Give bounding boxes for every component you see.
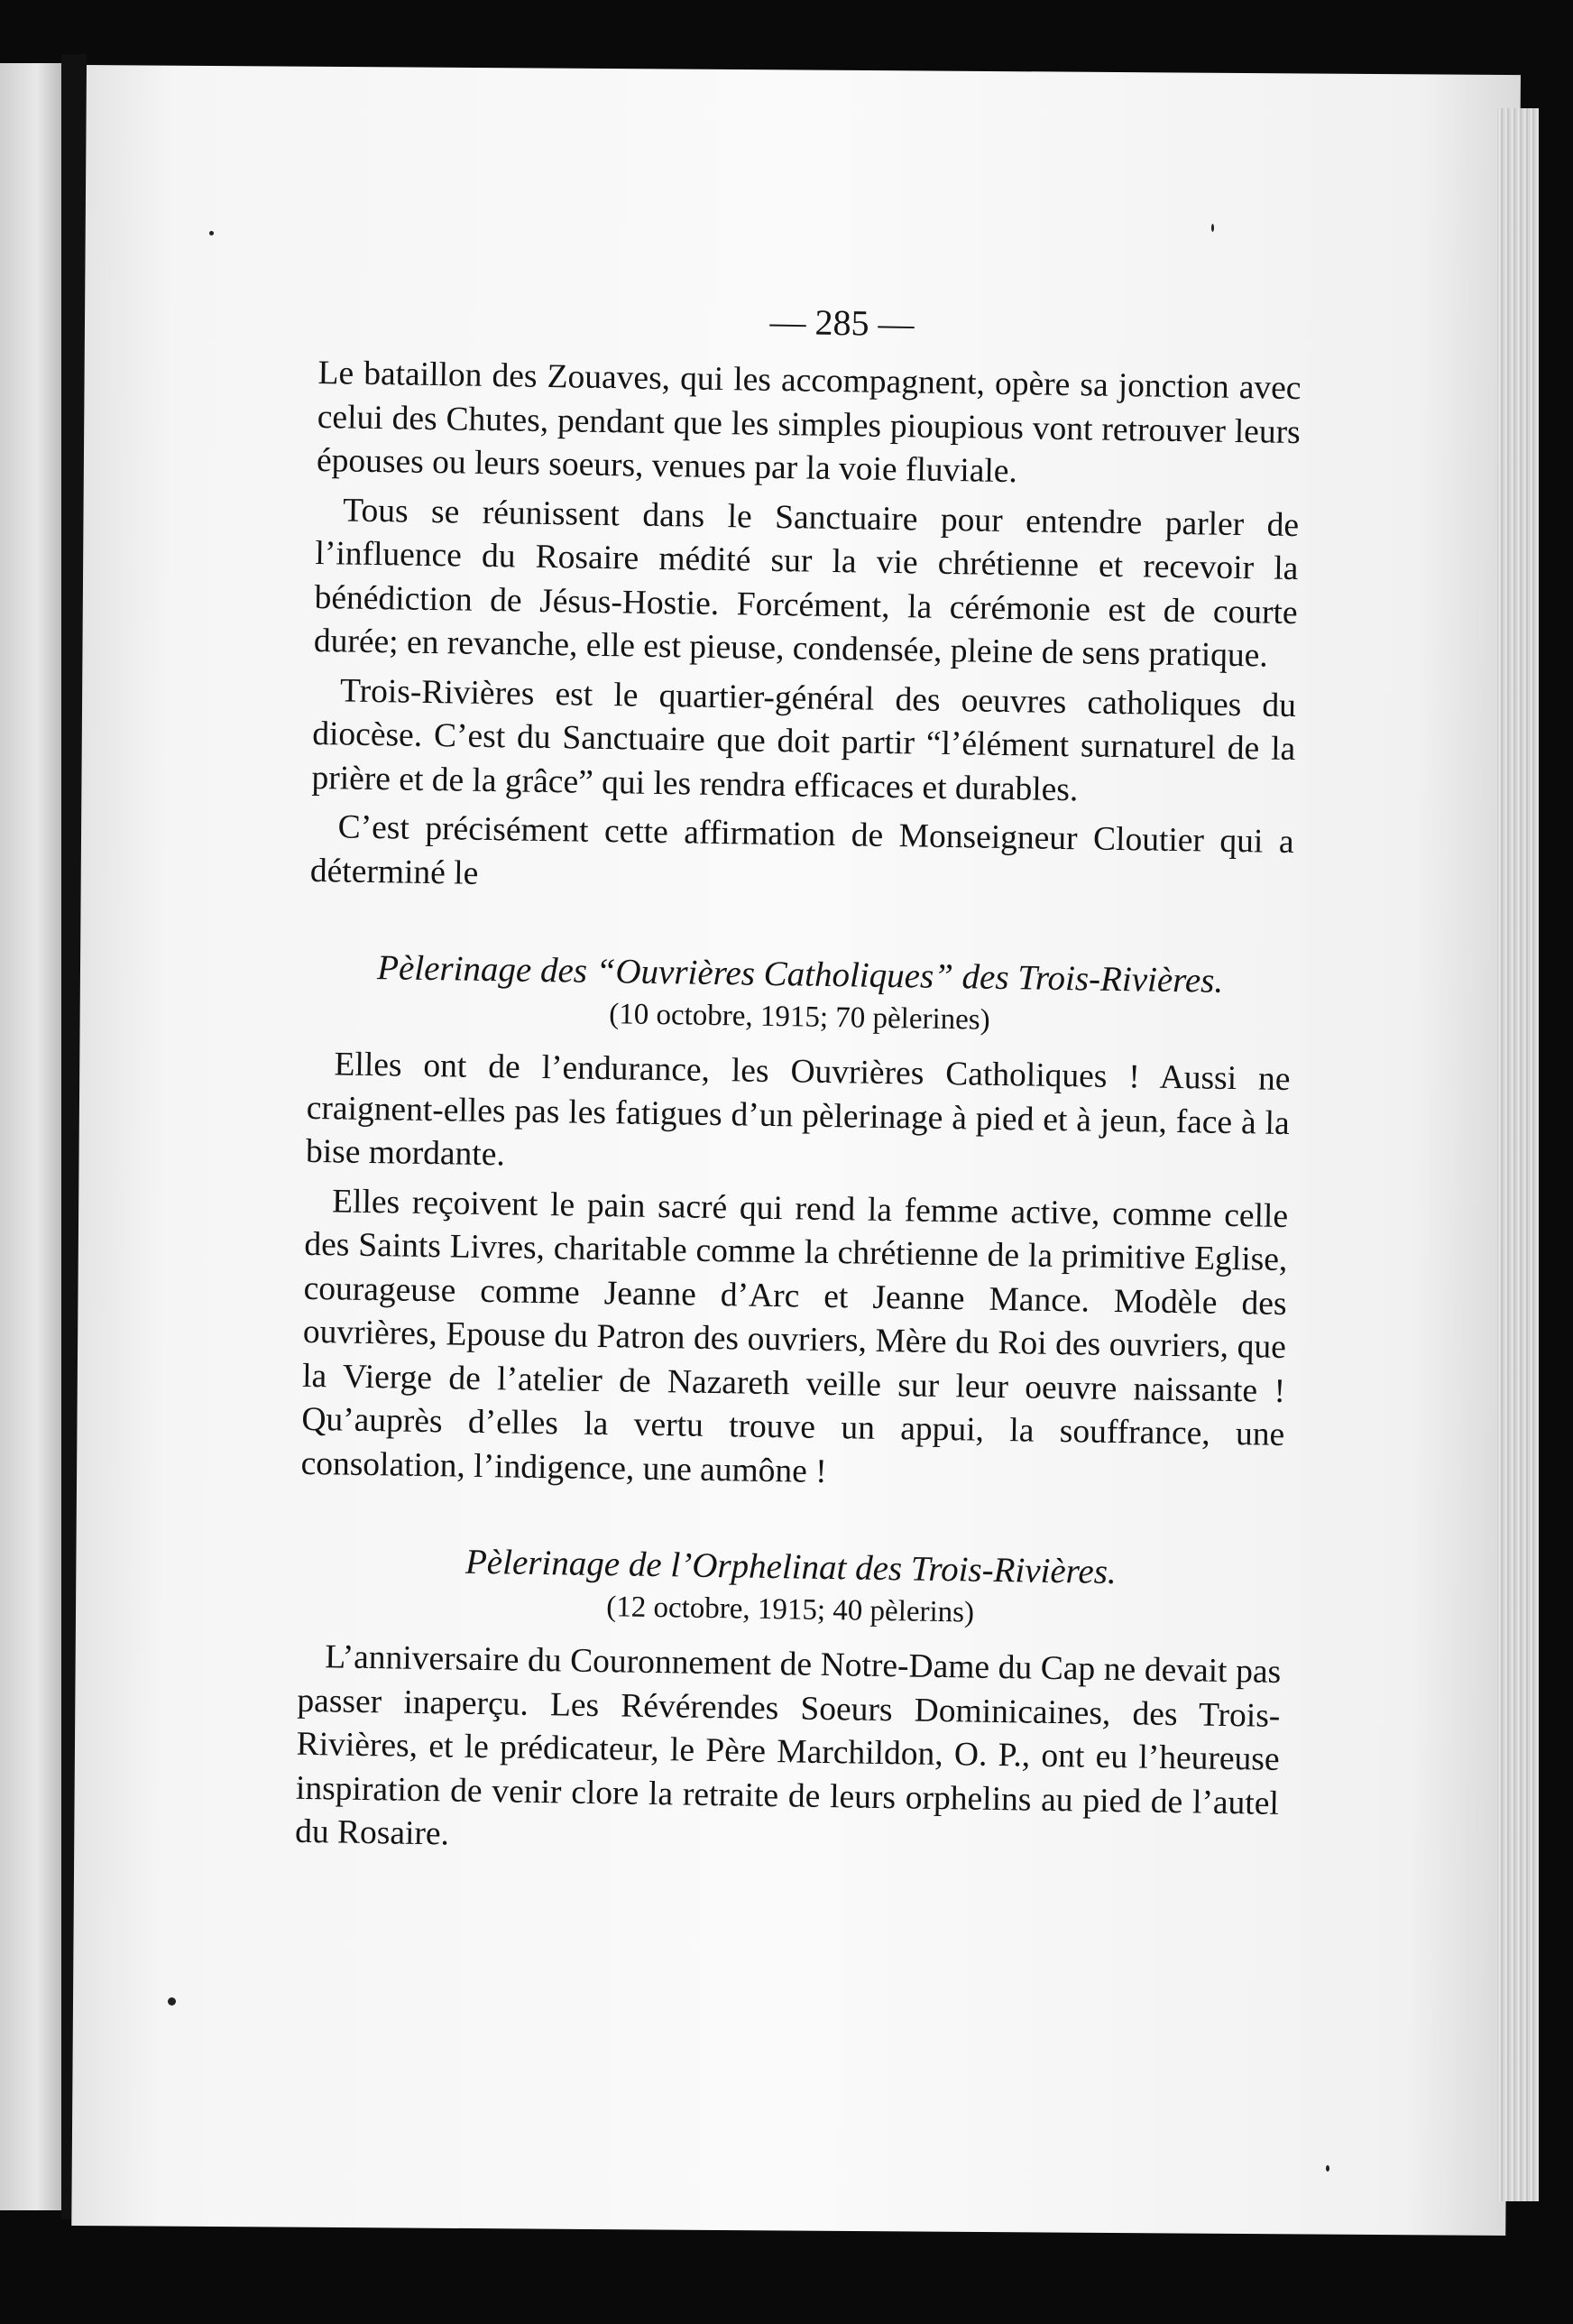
right-page-edges [1497, 108, 1539, 2201]
dust-speck [209, 231, 214, 235]
dust-speck [1211, 224, 1214, 232]
paragraph: C’est précisément cette affirmation de Monseigneur Cloutier qui a déterminé le [309, 808, 1294, 892]
section-title: Pèlerinage des “Ouvrières Catholiques” des Trois-Rivières. [376, 948, 1224, 1001]
paragraph: Trois-Rivières est le quartier-général des oeuvres catholiques du diocèse. C’est du Sanctuaire que doit partir “l’élément surnaturel de la prière et de la grâce” qui les rendra efficaces et durables. [311, 671, 1297, 808]
paragraph: Elles reçoivent le pain sacré qui rend la femme active, comme celle des Saints Livres, charitable comme la chrétienne de la primitive Eglise, courageuse comme Jeanne d’Arc et Jeanne Mance. Modèle des ouvrières, Epouse du Patron des ouvriers, Mère du Roi des ouvriers, que la Vierge de l’atelier de Nazareth veille sur leur oeuvre naissante ! Qu’auprès d’elles la vertu trouve un appui, la souffrance, une consolation, l’indigence, une aumône ! [300, 1182, 1289, 1490]
section-title: Pèlerinage de l’Orphelinat des Trois-Rivières. [465, 1542, 1118, 1592]
section-heading-orphelinat [299, 1538, 1283, 1638]
paragraph: L’anniversaire du Couronnement de Notre-Dame du Cap ne devait pas passer inaperçu. Les Révérendes Soeurs Dominicaines, des Trois-Rivières, et le prédicateur, le Père Marchildon, O. P., ont eu l’heureuse inspiration de venir clore la retraite de leurs orphelins au pied de l’autel du Rosaire. [294, 1638, 1282, 1853]
section-subtitle: (10 octobre, 1915; 70 pèlerines) [608, 998, 990, 1037]
section-subtitle: (12 octobre, 1915; 40 pèlerins) [605, 1591, 975, 1629]
left-page-edge [0, 63, 61, 2210]
dust-speck [168, 1997, 176, 2006]
paragraph: Elles ont de l’endurance, les Ouvrières Catholiques ! Aussi ne craignent-elles pas les fatigues d’un pèlerinage à pied et à jeun, face à la bise mordante. [305, 1046, 1291, 1174]
paragraph: Tous se réunissent dans le Sanctuaire pour entendre parler de l’influence du Rosaire médité sur la vie chrétienne et recevoir la bénédiction de Jésus-Hostie. Forcément, la cérémonie est de courte durée; en revanche, elle est pieuse, condensée, pleine de sens pratique. [313, 491, 1300, 675]
text-block [295, 293, 1302, 1875]
page-number: — 285 — [769, 300, 915, 345]
section-heading-ouvrieres [308, 945, 1292, 1046]
dust-speck [1326, 2165, 1329, 2172]
paragraph: Le bataillon des Zouaves, qui les accompagnent, opère sa jonction avec celui des Chutes, pendant que les simples pioupious vont retrouver leurs épouses ou leurs soeurs, venues par la voie fluviale. [316, 354, 1302, 491]
